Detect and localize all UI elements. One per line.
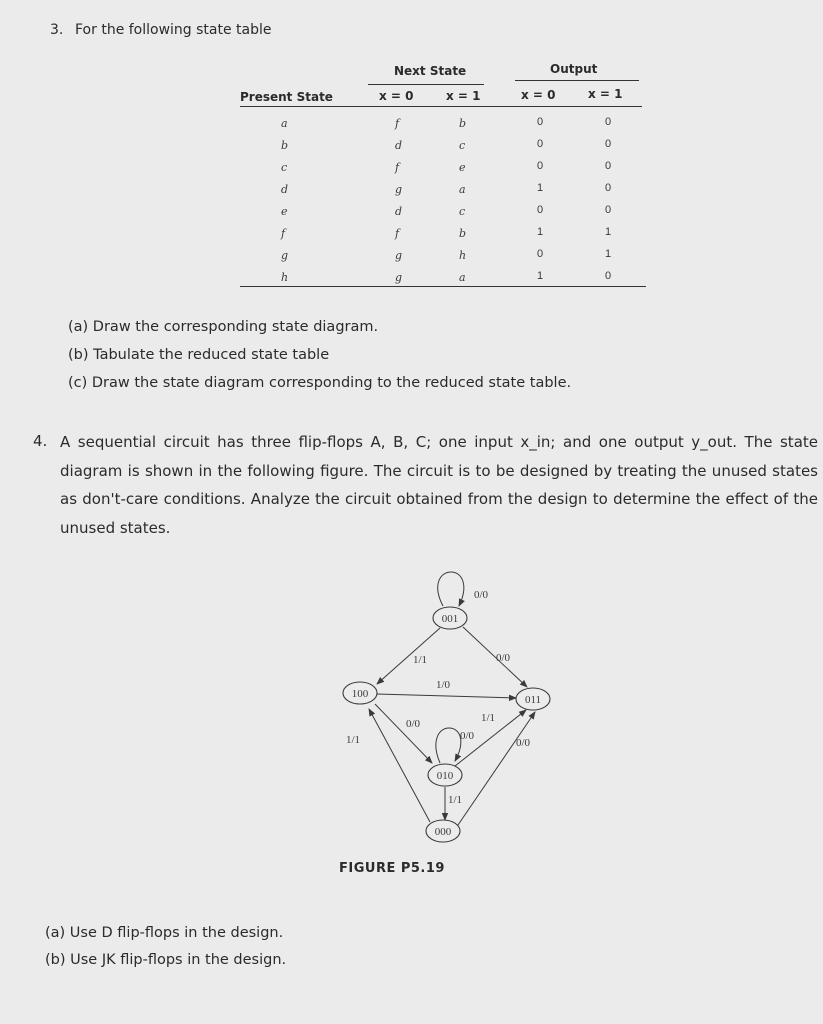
o1-cell: 0 [605, 138, 612, 150]
q3-number: 3. [50, 22, 64, 38]
self-loop-001 [438, 572, 464, 606]
ns0-cell: g [395, 271, 403, 284]
ps-cell: c [281, 161, 288, 174]
edge-label-000-100: 1/1 [346, 734, 361, 746]
o0-cell: 0 [537, 160, 544, 172]
edge-000-100 [369, 709, 430, 822]
o0-cell: 1 [537, 270, 544, 282]
present-state-header: Present State [240, 90, 333, 104]
ns1-cell: a [459, 183, 466, 196]
ps-cell: e [281, 205, 288, 218]
ns1-cell: h [459, 249, 467, 262]
o1-cell: 1 [605, 248, 612, 260]
edge-label-self-001: 0/0 [474, 589, 489, 601]
state-label-001: 001 [441, 613, 459, 625]
ps-cell: a [281, 117, 288, 130]
ns0-cell: d [395, 139, 403, 152]
ns1-cell: c [459, 205, 466, 218]
figure-caption: FIGURE P5.19 [339, 861, 445, 876]
edge-label-001-100: 1/1 [413, 654, 428, 666]
o1-cell: 1 [605, 226, 612, 238]
o0-cell: 1 [537, 226, 544, 238]
state-label-100: 100 [351, 688, 369, 700]
ns0-cell: g [395, 249, 403, 262]
edge-100-010 [375, 704, 432, 763]
ns0-cell: f [395, 161, 400, 174]
next-state-header: Next State [394, 64, 467, 78]
self-loop-010 [436, 728, 461, 763]
q4-number: 4. [33, 432, 48, 450]
state-label-000: 000 [434, 826, 452, 838]
ns1-cell: a [459, 271, 466, 284]
ps-cell: g [281, 249, 289, 262]
o1-cell: 0 [605, 270, 612, 282]
ns1-cell: b [459, 227, 467, 240]
o0-cell: 0 [537, 138, 544, 150]
edge-001-100 [377, 628, 440, 684]
o0-cell: 0 [537, 116, 544, 128]
q3-title: For the following state table [75, 22, 272, 38]
o0-cell: 0 [537, 248, 544, 260]
output-header: Output [550, 62, 598, 76]
q3-part-a: (a) Draw the corresponding state diagram. [68, 319, 379, 335]
out-x0-header: x = 0 [521, 88, 556, 102]
state-label-010: 010 [436, 770, 454, 782]
ps-cell: h [281, 271, 289, 284]
ns0-cell: f [395, 227, 400, 240]
o1-cell: 0 [605, 116, 612, 128]
edge-label-000-011: 0/0 [516, 737, 531, 749]
q3-part-b: (b) Tabulate the reduced state table [68, 347, 330, 363]
edge-100-011 [377, 694, 516, 698]
ns1-cell: b [459, 117, 467, 130]
ns0-cell: f [395, 117, 400, 130]
ps-cell: d [281, 183, 289, 196]
o0-cell: 0 [537, 204, 544, 216]
edge-000-011 [458, 712, 535, 825]
state-label-011: 011 [524, 694, 542, 706]
ns0-cell: g [395, 183, 403, 196]
ns-x1-header: x = 1 [446, 89, 481, 103]
edge-label-010-000: 1/1 [448, 794, 463, 806]
o1-cell: 0 [605, 160, 612, 172]
edge-label-001-011: 0/0 [496, 652, 511, 664]
out-x1-header: x = 1 [588, 87, 623, 101]
ns-x0-header: x = 0 [379, 89, 414, 103]
q4-text: A sequential circuit has three flip-flops A, B, C; one input x_in; and one output y_out. The state diagram is shown in the following figure. The circuit is to be designed by treating the unused states as don't-care conditions. Analyze the circuit obtained from the design to determine the effect of the unused states. [60, 433, 818, 538]
edge-label-100-011: 1/0 [436, 679, 451, 691]
edge-label-010-011: 1/1 [481, 712, 496, 724]
edge-label-self-010: 0/0 [460, 730, 475, 742]
ns0-cell: d [395, 205, 403, 218]
ps-cell: b [281, 139, 289, 152]
ns1-cell: c [459, 139, 466, 152]
o1-cell: 0 [605, 204, 612, 216]
q3-part-c: (c) Draw the state diagram corresponding to the reduced state table. [68, 375, 572, 391]
o0-cell: 1 [537, 182, 544, 194]
o1-cell: 0 [605, 182, 612, 194]
edge-label-100-010: 0/0 [406, 718, 421, 730]
ns1-cell: e [459, 161, 466, 174]
q4-part-a: (a) Use D flip-flops in the design. [45, 925, 284, 941]
ps-cell: f [281, 227, 286, 240]
edge-001-011 [463, 627, 527, 687]
q4-part-b: (b) Use JK flip-flops in the design. [45, 952, 287, 968]
